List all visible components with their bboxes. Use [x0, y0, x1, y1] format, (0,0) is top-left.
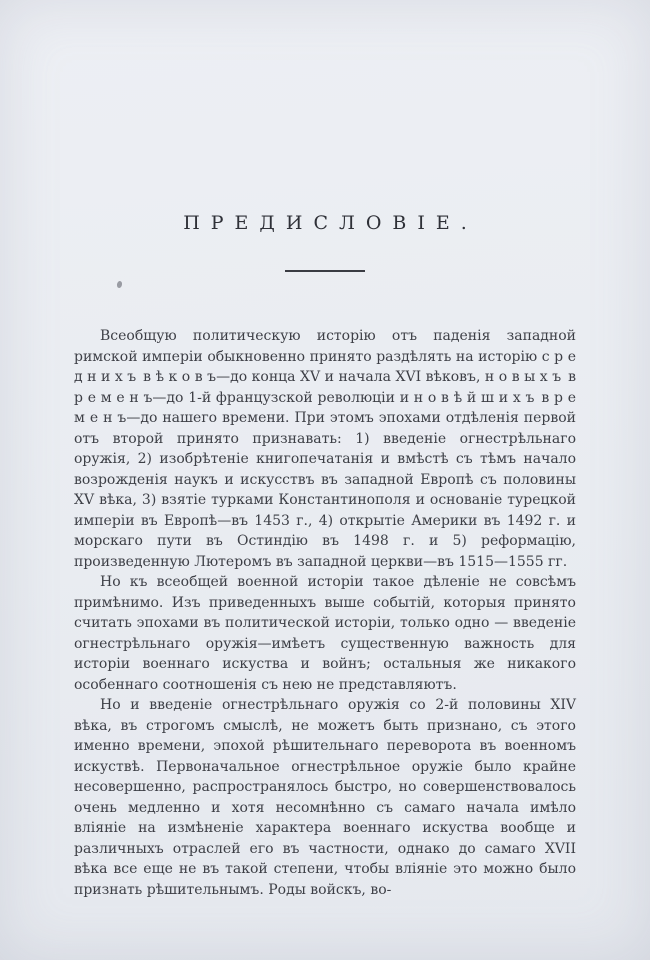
page-title: ПРЕДИСЛОВІЕ. — [183, 212, 478, 234]
paragraph: Всеобщую политическую исторію отъ паденія западной римской имперіи обыкновенно принято раздѣлять на исторію с р е д н и х ъ в ѣ к о в ъ—до конца XV и начала XVI вѣковъ, н о в ы х ъ в р е м е н ъ—до 1-й французской революціи и н о в ѣ й ш и х ъ в р е м е н ъ—до нашего времени. При этомъ эпохами отдѣленія первой отъ второй принято признавать: 1) введеніе огнестрѣльнаго оружія, 2) изобрѣтеніе книгопечатанія и вмѣстѣ съ тѣмъ начало возрожденія наукъ и искусствъ въ западной Европѣ съ половины XV вѣка, 3) взятіе турками Константинополя и основаніе турецкой имперіи въ Европѣ—въ 1453 г., 4) открытіе Америки въ 1492 г. и морскаго пути въ Остиндію въ 1498 г. и 5) реформацію, произведенную Лютеромъ въ западной церкви—въ 1515—1555 гг. — [74, 328, 576, 570]
paragraph: Но и введеніе огнестрѣльнаго оружія со 2-й половины XIV вѣка, въ строгомъ смыслѣ, не можетъ быть признано, съ этого именно времени, эпохой рѣшительнаго переворота въ военномъ искуствѣ. Первоначальное огнестрѣльное оружіе было крайне несовершенно, распространялось быстро, но совершенствовалось очень медленно и хотя несомнѣнно съ самаго начала имѣло вліяніе на измѣненіе характера военнаго искуства вообще и различныхъ отраслей его въ частности, однако до самаго XVII вѣка все еще не въ такой степени, чтобы вліяніе это можно было признать рѣшительнымъ. Роды войскъ, во- — [74, 697, 576, 898]
title-divider — [285, 270, 365, 272]
page-body — [74, 326, 576, 900]
paragraph: Но къ всеобщей военной исторіи такое дѣленіе не совсѣмъ примѣнимо. Изъ приведенныхъ выше событій, которыя принято считать эпохами въ политической исторіи, только одно — введеніе огнестрѣльнаго оружія—имѣетъ существенную важность для исторіи военнаго искуства и войнъ; остальныя же никакого особеннаго соотношенія съ нею не представляютъ. — [74, 574, 576, 693]
ink-speck — [116, 280, 123, 288]
